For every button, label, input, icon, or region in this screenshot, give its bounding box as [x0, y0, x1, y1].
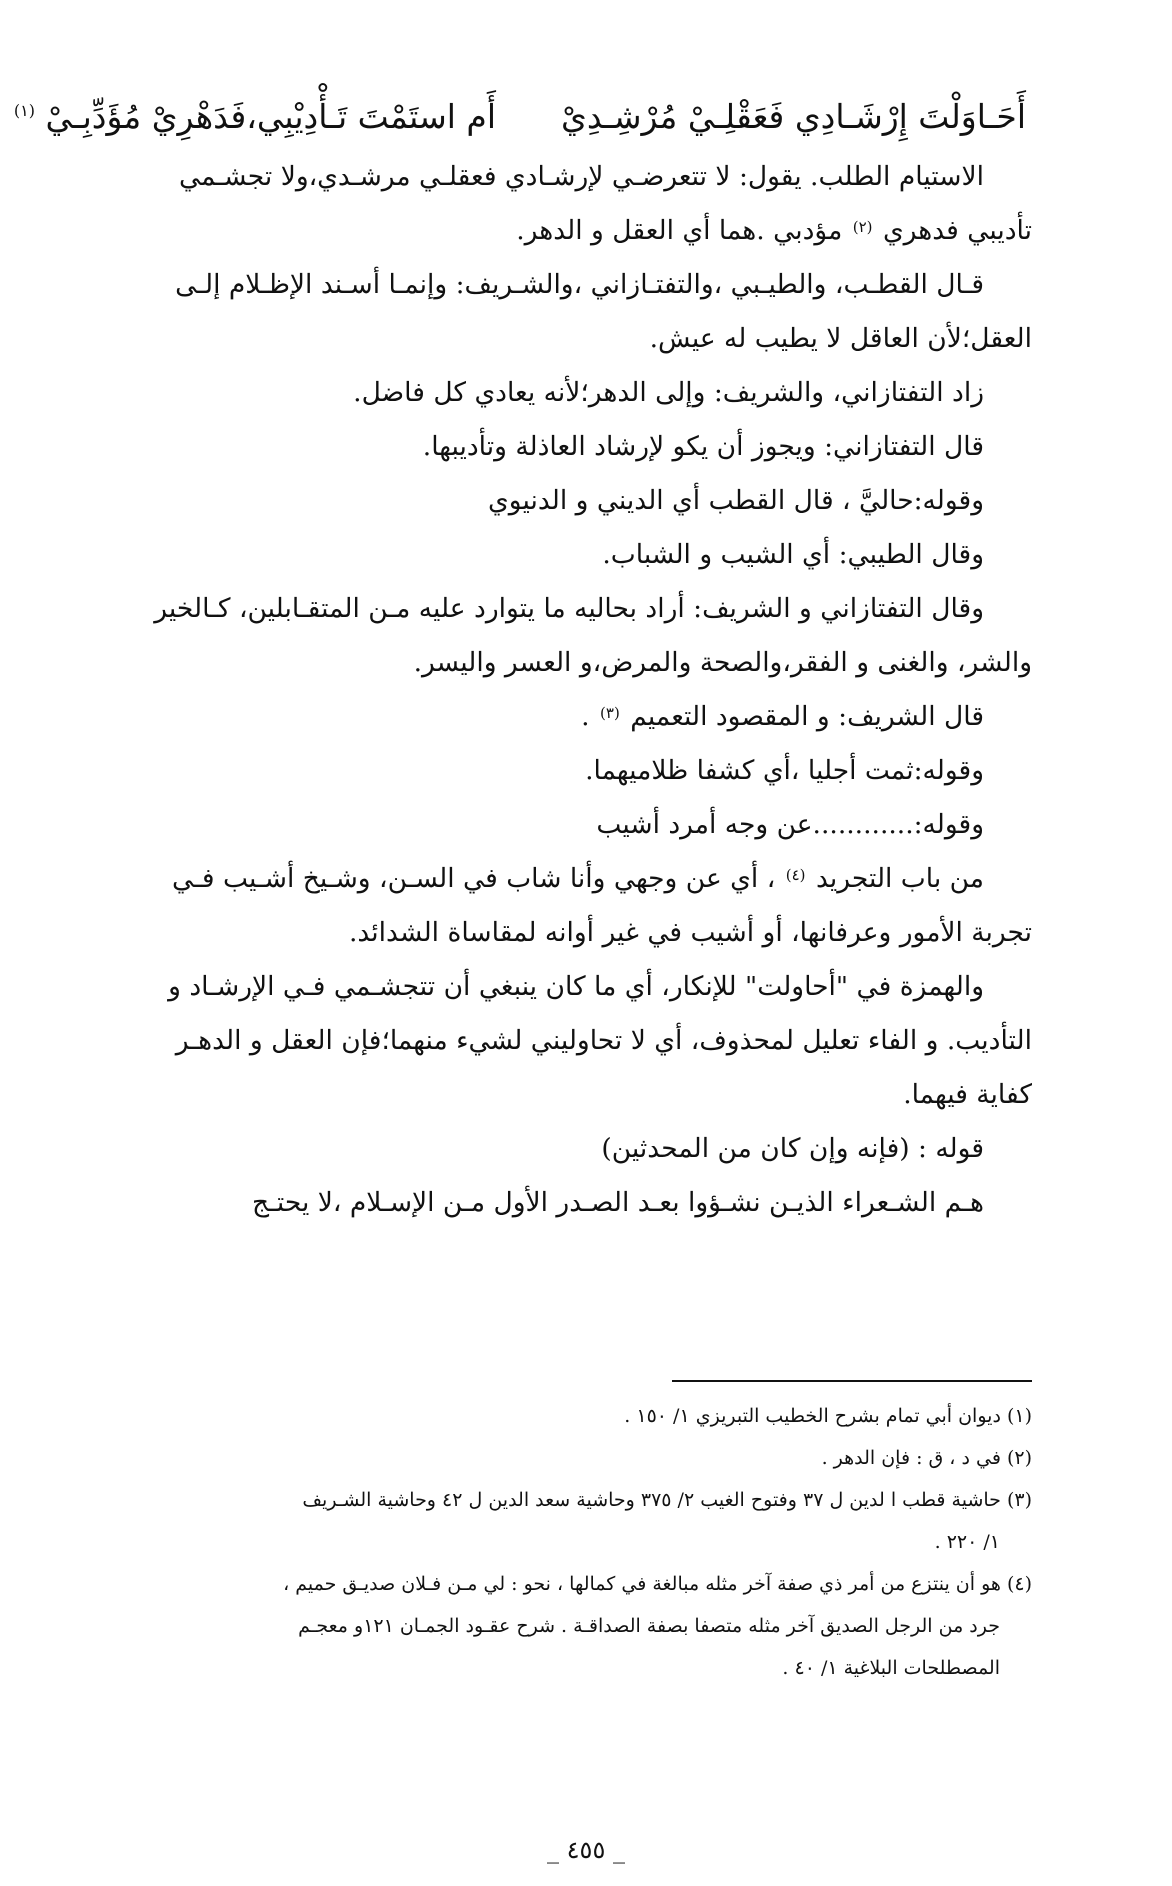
body-line [140, 690, 1032, 744]
footnote-line: (٤) هو أن ينتزع من أمر ذي صفة آخر مثله مبالغة في كمالها ، نحو : لي مـن فـلان صديـق حميم ، [283, 1573, 1032, 1595]
body-line: وقال الطيبي: أي الشيب و الشباب. [602, 539, 984, 570]
body-line: وقوله:ثمت أجليا ،أي كشفا ظلاميهما. [585, 755, 984, 786]
body-line-text: من باب التجريد [815, 863, 984, 894]
body-line: والهمزة في "أحاولت" للإنكار، أي ما كان ينبغي أن تتجشـمي فـي الإرشـاد و [168, 971, 984, 1002]
body-line-text: مؤدبي .هما أي العقل و الدهر. [516, 215, 843, 246]
footnote-line: (١) ديوان أبي تمام بشرح الخطيب التبريزي ١/ ١٥٠ . [624, 1405, 1032, 1427]
body-line: التأديب. و الفاء تعليل لمحذوف، أي لا تحاوليني لشيء منهما؛فإن العقل و الدهـر [175, 1025, 1032, 1056]
body-line: وقوله:حاليَّ ، قال القطب أي الديني و الدنيوي [488, 485, 984, 516]
body-line: قـال القطـب، والطيـبي ،والتفتـازاني ،والشـريف: وإنمـا أسـند الإظـلام إلـى [175, 269, 984, 300]
footnote-line: المصطلحات البلاغية ١/ ٤٠ . [782, 1657, 1000, 1679]
body-line-text: . [581, 701, 590, 732]
footnotes [140, 1395, 1032, 1689]
body-line: قوله : (فإنه وإن كان من المحدثين) [601, 1133, 984, 1164]
body-line: زاد التفتازاني، والشريف: وإلى الدهر؛لأنه يعادي كل فاضل. [353, 377, 984, 408]
body-line [140, 204, 1032, 258]
page-number: _ ٤٥٥ _ [547, 1836, 625, 1864]
footnote-line: (٢) في د ، ق : فإن الدهر . [821, 1447, 1032, 1469]
body-line: وقال التفتازاني و الشريف: أراد بحاليه ما يتوارد عليه مـن المتقـابلين، كـالخير [154, 593, 984, 624]
body-line: كفاية فيهما. [903, 1079, 1032, 1110]
body-line-text: قال الشريف: و المقصود التعميم [630, 701, 984, 732]
verse-line [13, 88, 1026, 146]
footnote-line: (٣) حاشية قطب ا لدين ل ٣٧ وفتوح الغيب ٢/ ٣٧٥ وحاشية سعد الدين ل ٤٢ وحاشية الشـريف [302, 1489, 1032, 1511]
body-line: قال التفتازاني: ويجوز أن يكو لإرشاد العاذلة وتأديبها. [422, 431, 984, 462]
body-line: هـم الشـعراء الذيـن نشـؤوا بعـد الصـدر الأول مـن الإسـلام ،لا يحتـج [251, 1187, 984, 1218]
body-line: الاستيام الطلب. يقول: لا تتعرضـي لإرشـادي فعقلـي مرشـدي،ولا تجشـمي [178, 161, 984, 192]
footnote-ref: (٤) [785, 866, 806, 884]
footnote-divider [672, 1380, 1032, 1382]
body-line [140, 852, 1032, 906]
body-line: وقوله:............عن وجه أمرد أشيب [596, 809, 984, 840]
footnote-ref-1: (١) [13, 101, 35, 120]
footnote-ref: (٣) [600, 704, 620, 722]
verse-second-hemistich [14, 88, 496, 146]
body-line: تجربة الأمور وعرفانها، أو أشيب في غير أوانه لمقاساة الشدائد. [348, 917, 1032, 948]
verse-first-hemistich: أَحَـاوَلْتَ إِرْشَـادِي فَعَقْلِـيْ مُرْشِـدِيْ [561, 97, 1026, 136]
footnote-line: ١/ ٢٢٠ . [934, 1531, 1000, 1553]
footnote-ref: (٢) [852, 218, 873, 236]
verse-second-hemistich-text: أَم استَمْتَ تَـأْدِيْبِي،فَدَهْرِيْ مُؤَدِّبِـيْ [45, 97, 496, 136]
footnote-line: جرد من الرجل الصديق آخر مثله متصفا بصفة الصداقـة . شرح عقـود الجمـان ١٢١و معجـم [298, 1615, 1000, 1637]
body-text [140, 150, 1032, 1230]
body-line-text: ، أي عن وجهي وأنا شاب في السـن، وشـيخ أشـيب فـي [172, 863, 776, 894]
body-line-text: تأديبي فدهري [882, 215, 1032, 246]
body-line: والشر، والغنى و الفقر،والصحة والمرض،و العسر واليسر. [413, 647, 1032, 678]
body-line: العقل؛لأن العاقل لا يطيب له عيش. [649, 323, 1032, 354]
